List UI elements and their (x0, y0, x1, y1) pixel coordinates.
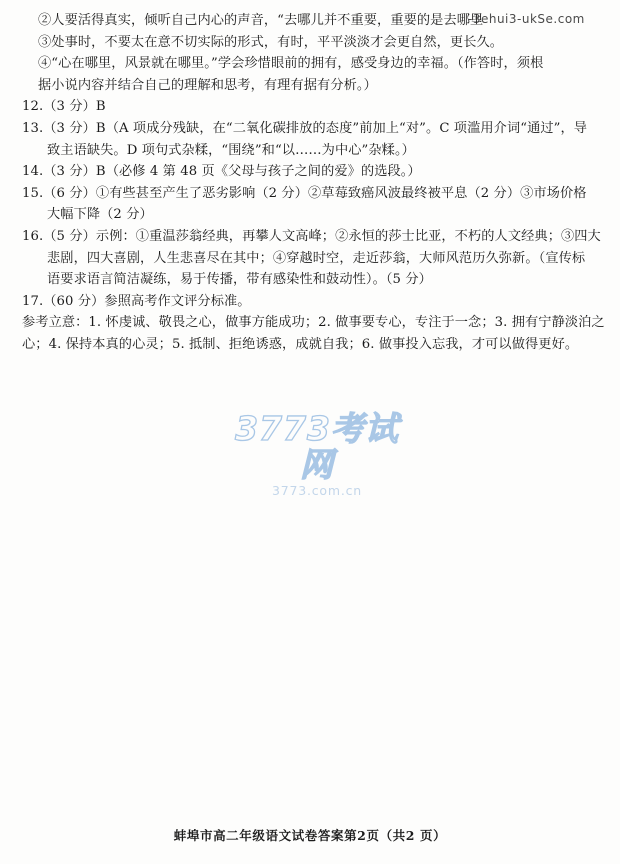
answer-line-reference: 参考立意：1. 怀虔诚、敬畏之心，做事方能成功；2. 做事要专心，专注于一念；3. 拥有宁静淡泊之 (22, 315, 605, 331)
answer-line-11-4: ④“心在哪里，风景就在哪里。”学会珍惜眼前的拥有，感受身边的幸福。（作答时，须根 (38, 56, 544, 72)
answer-line-15: 15.（6 分）①有些甚至产生了恶劣影响（2 分）②草莓致癌风波最终被平息（2 分）③市场价格 (22, 185, 587, 201)
watermark (232, 411, 402, 499)
watermark-url: 3773.com.cn (271, 483, 363, 498)
answer-line-17: 17.（60 分）参照高考作文评分标准。 (22, 293, 251, 309)
answer-line-13: 13.（3 分）B（A 项成分残缺，在“二氧化碳排放的态度”前加上“对”。C 项滥用介词“通过”，导 (22, 120, 588, 136)
answer-line-16-cont-2: 语要求语言简洁凝练，易于传播，带有感染性和鼓动性）。（5 分） (47, 272, 432, 288)
answer-line-11-3: ③处事时，不要太在意不切实际的形式，有时，平平淡淡才会更自然，更长久。 (38, 34, 504, 50)
answer-line-reference-cont: 心；4. 保持本真的心灵；5. 抵制、拒绝诱惑，成就自我；6. 做事投入忘我，才可以做得更好。 (22, 336, 579, 352)
answer-line-13-cont: 致主语缺失。D 项句式杂糅，“围绕”和“以……为中心”杂糅。） (47, 142, 415, 158)
answer-text-block (22, 10, 605, 356)
overlay-url-text: -3ehui3-ukSe.com (468, 12, 585, 26)
answer-line-11-4-cont: 据小说内容并结合自己的理解和思考，有理有据有分析。） (38, 77, 377, 93)
answer-line-14: 14.（3 分）B（必修 4 第 48 页《父母与孩子之间的爱》的选段。） (22, 164, 421, 180)
answer-line-12: 12.（3 分）B (22, 99, 106, 115)
answer-line-16: 16.（5 分）示例：①重温莎翁经典，再攀人文高峰；②永恒的莎士比亚，不朽的人文经典；③四大 (22, 228, 601, 244)
answer-line-15-cont: 大幅下降（2 分） (47, 207, 153, 223)
answer-line-11-2: ②人要活得真实，倾听自己内心的声音，“去哪儿并不重要，重要的是去哪里 (38, 13, 484, 28)
answer-line-16-cont-1: 悲剧，四大喜剧，人生悲喜尽在其中；④穿越时空，走近莎翁，大师风范历久弥新。（宣传标 (47, 250, 586, 266)
watermark-logo: 3773考试网 (235, 409, 399, 484)
page-footer: 蚌埠市高二年级语文试卷答案第2页（共2 页） (173, 828, 447, 843)
